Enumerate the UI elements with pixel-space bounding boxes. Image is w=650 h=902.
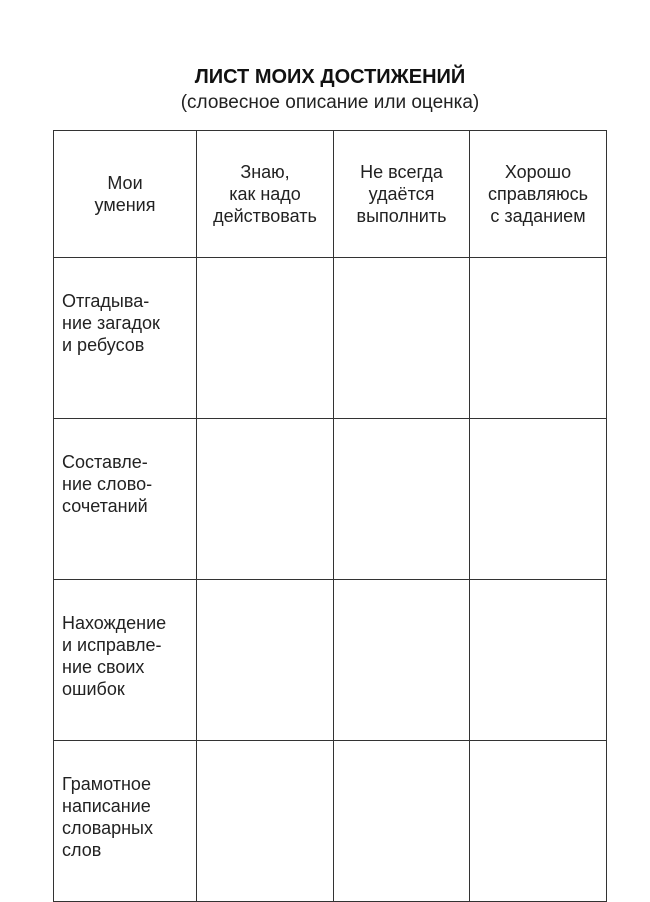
header-line: Хорошо bbox=[504, 162, 572, 182]
skill-line: Нахождение bbox=[62, 613, 167, 633]
skill-line: ние своих bbox=[62, 657, 145, 677]
header-line: с заданием bbox=[490, 206, 586, 226]
skill-cell bbox=[54, 258, 197, 419]
skill-line: Отгадыва- bbox=[62, 291, 150, 311]
answer-cell-do-well[interactable] bbox=[470, 580, 607, 741]
header-row bbox=[54, 131, 607, 258]
skill-line: и ребусов bbox=[62, 335, 145, 355]
header-know-how bbox=[197, 131, 334, 258]
skill-line: написание bbox=[62, 796, 151, 816]
header-line: выполнить bbox=[356, 206, 447, 226]
answer-cell-do-well[interactable] bbox=[470, 419, 607, 580]
header-line: как надо bbox=[229, 184, 301, 204]
skill-line: словарных bbox=[62, 818, 153, 838]
header-not-always bbox=[334, 131, 470, 258]
answer-cell-know-how[interactable] bbox=[197, 580, 334, 741]
header-line: действовать bbox=[213, 206, 317, 226]
header-line: справляюсь bbox=[487, 184, 589, 204]
answer-cell-not-always[interactable] bbox=[334, 741, 470, 902]
table-row bbox=[54, 258, 607, 419]
header-line: Знаю, bbox=[240, 162, 290, 182]
answer-cell-not-always[interactable] bbox=[334, 258, 470, 419]
header-line: Мои bbox=[107, 173, 143, 193]
answer-cell-know-how[interactable] bbox=[197, 419, 334, 580]
skill-line: ошибок bbox=[62, 679, 125, 699]
skill-line: Составле- bbox=[62, 452, 148, 472]
table-row bbox=[54, 741, 607, 902]
skill-line: и исправле- bbox=[62, 635, 162, 655]
answer-cell-do-well[interactable] bbox=[470, 258, 607, 419]
skill-line: сочетаний bbox=[62, 496, 148, 516]
answer-cell-know-how[interactable] bbox=[197, 741, 334, 902]
header-line: умения bbox=[94, 195, 156, 215]
skill-line: Грамотное bbox=[62, 774, 151, 794]
skill-line: слов bbox=[62, 840, 102, 860]
table-row bbox=[54, 419, 607, 580]
page-subtitle: (словесное описание или оценка) bbox=[180, 92, 480, 113]
answer-cell-not-always[interactable] bbox=[334, 419, 470, 580]
skill-cell bbox=[54, 419, 197, 580]
answer-cell-not-always[interactable] bbox=[334, 580, 470, 741]
skill-line: ние загадок bbox=[62, 313, 160, 333]
page-title: ЛИСТ МОИХ ДОСТИЖЕНИЙ bbox=[194, 66, 466, 88]
skill-cell bbox=[54, 741, 197, 902]
header-line: Не всегда bbox=[360, 162, 443, 182]
table-row bbox=[54, 580, 607, 741]
achievements-table bbox=[53, 130, 607, 902]
header-my-skills bbox=[54, 131, 197, 258]
answer-cell-know-how[interactable] bbox=[197, 258, 334, 419]
skill-line: ние слово- bbox=[62, 474, 153, 494]
answer-cell-do-well[interactable] bbox=[470, 741, 607, 902]
header-do-well bbox=[470, 131, 607, 258]
header-line: удаётся bbox=[368, 184, 435, 204]
skill-cell bbox=[54, 580, 197, 741]
